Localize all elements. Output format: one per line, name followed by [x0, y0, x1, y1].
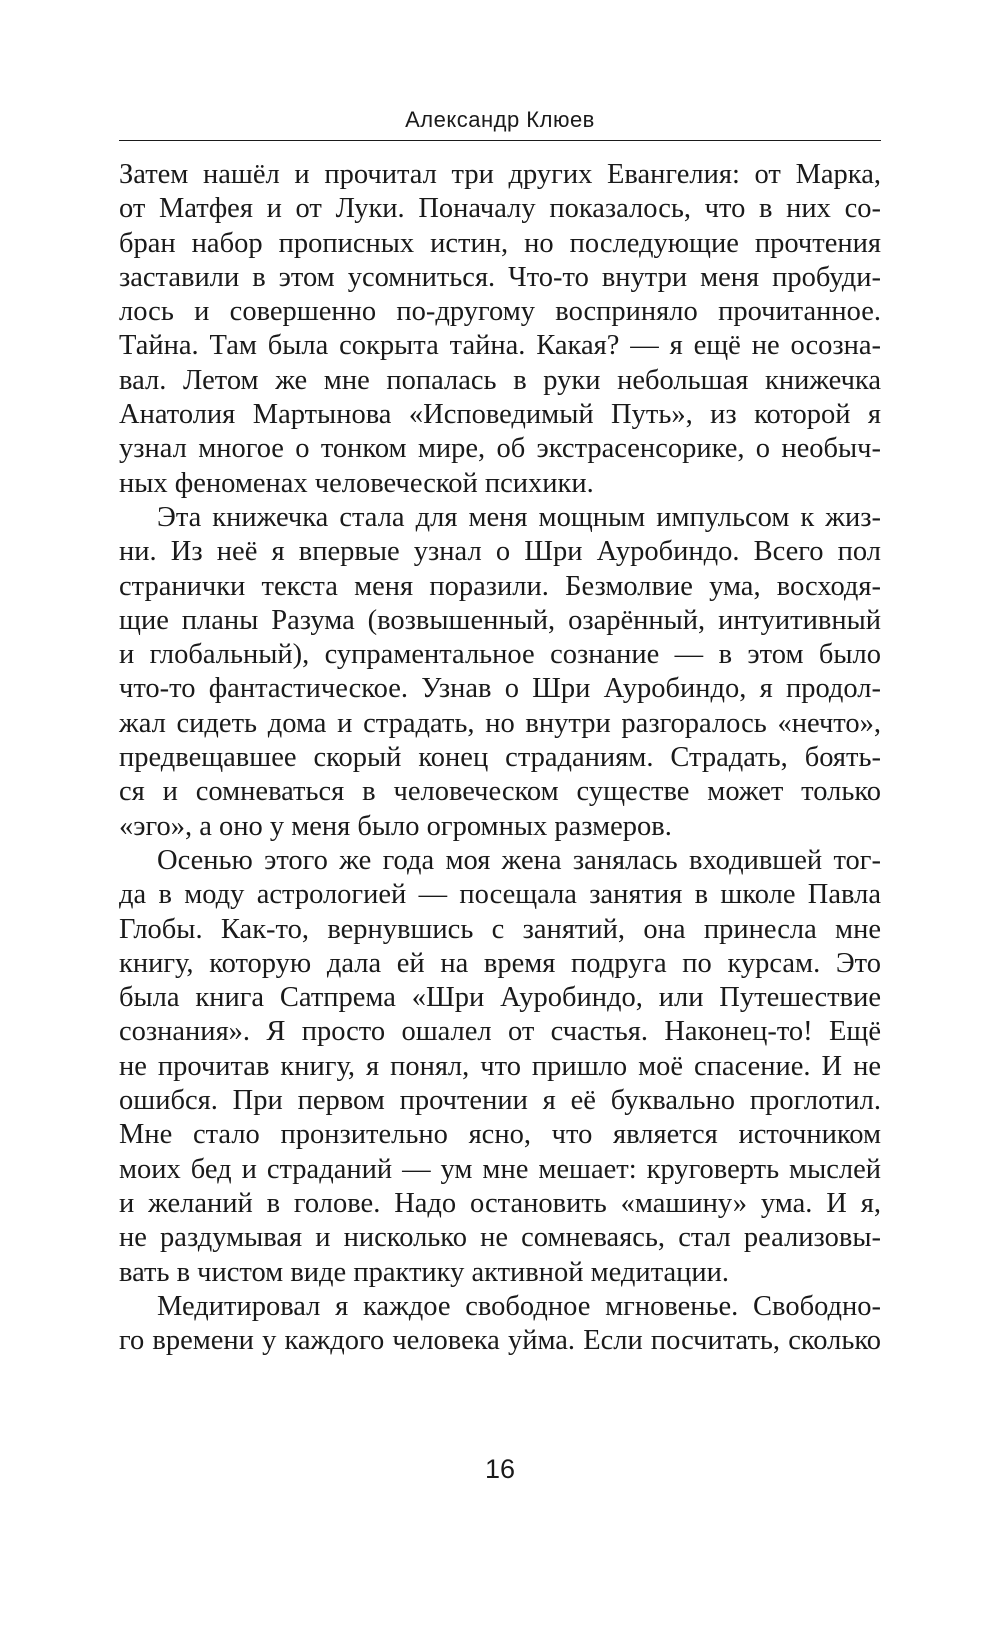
text-line: Медитировал я каждое свободное мгновенье. Свободно- — [157, 1290, 881, 1322]
text-line: была книга Сатпрема «Шри Ауробиндо, или Путешествие — [119, 982, 881, 1014]
text-line: ся и сомневаться в человеческом существе может только — [119, 776, 881, 808]
text-line: Анатолия Мартынова «Исповедимый Путь», из которой я — [119, 399, 881, 431]
text-line: жал сидеть дома и страдать, но внутри разгоралось «нечто», — [119, 707, 881, 739]
text-line: ошибся. При первом прочтении я её буквально проглотил. — [119, 1085, 881, 1117]
text-line: узнал многое о тонком мире, об экстрасенсорике, о необыч- — [119, 433, 881, 465]
text-line: лось и совершенно по-другому восприняло прочитанное. — [119, 296, 881, 328]
text-line: Тайна. Там была сокрыта тайна. Какая? — я ещё не осозна- — [119, 330, 881, 362]
text-line: щие планы Разума (возвышенный, озарённый, интуитивный — [119, 604, 881, 636]
text-line: не прочитав книгу, я понял, что пришло моё спасение. И не — [119, 1050, 881, 1082]
text-line: сознания». Я просто ошалел от счастья. Наконец-то! Ещё — [119, 1016, 881, 1048]
text-line: вать в чистом виде практику активной медитации. — [119, 1256, 730, 1288]
text-line: Эта книжечка стала для меня мощным импульсом к жиз- — [157, 501, 881, 533]
text-line: Мне стало пронзительно ясно, что является источником — [119, 1119, 881, 1151]
text-line: что-то фантастическое. Узнав о Шри Ауробиндо, я продол- — [119, 673, 881, 705]
running-head-author: Александр Клюев — [405, 107, 595, 132]
text-line: Осенью этого же года моя жена занялась входившей тог- — [157, 844, 881, 876]
text-line: моих бед и страданий — ум мне мешает: круговерть мыслей — [119, 1153, 881, 1185]
text-line: не раздумывая и нисколько не сомневаясь, стал реализовы- — [119, 1222, 881, 1254]
body-text — [119, 158, 881, 1358]
text-line: Глобы. Как-то, вернувшись с занятий, она принесла мне — [119, 913, 881, 945]
text-line: заставили в этом усомниться. Что-то внутри меня пробуди- — [119, 261, 881, 293]
text-line: вал. Летом же мне попалась в руки небольшая книжечка — [119, 364, 881, 396]
text-line: от Матфея и от Луки. Поначалу показалось, что в них со- — [119, 193, 881, 225]
text-line: да в моду астрологией — посещала занятия в школе Павла — [119, 879, 881, 911]
header-rule — [119, 140, 881, 141]
text-line: и желаний в голове. Надо остановить «машину» ума. И я, — [119, 1187, 881, 1219]
text-line: го времени у каждого человека уйма. Если посчитать, сколько — [119, 1325, 881, 1357]
page-number: 16 — [484, 1454, 516, 1484]
text-line: и глобальный), супраментальное сознание — в этом было — [119, 639, 881, 671]
text-line: ни. Из неё я впервые узнал о Шри Ауробиндо. Всего пол — [119, 536, 881, 568]
text-line: Затем нашёл и прочитал три других Евангелия: от Марка, — [119, 159, 881, 190]
text-line: ных феноменах человеческой психики. — [119, 467, 594, 499]
text-line: странички текста меня поразили. Безмолвие ума, восходя- — [119, 570, 881, 602]
text-line: «эго», а оно у меня было огромных размеров. — [119, 810, 672, 842]
text-line: книгу, которую дала ей на время подруга по курсам. Это — [119, 947, 881, 979]
text-line: предвещавшее скорый конец страданиям. Страдать, боять- — [119, 742, 881, 774]
text-line: бран набор прописных истин, но последующие прочтения — [119, 227, 881, 259]
